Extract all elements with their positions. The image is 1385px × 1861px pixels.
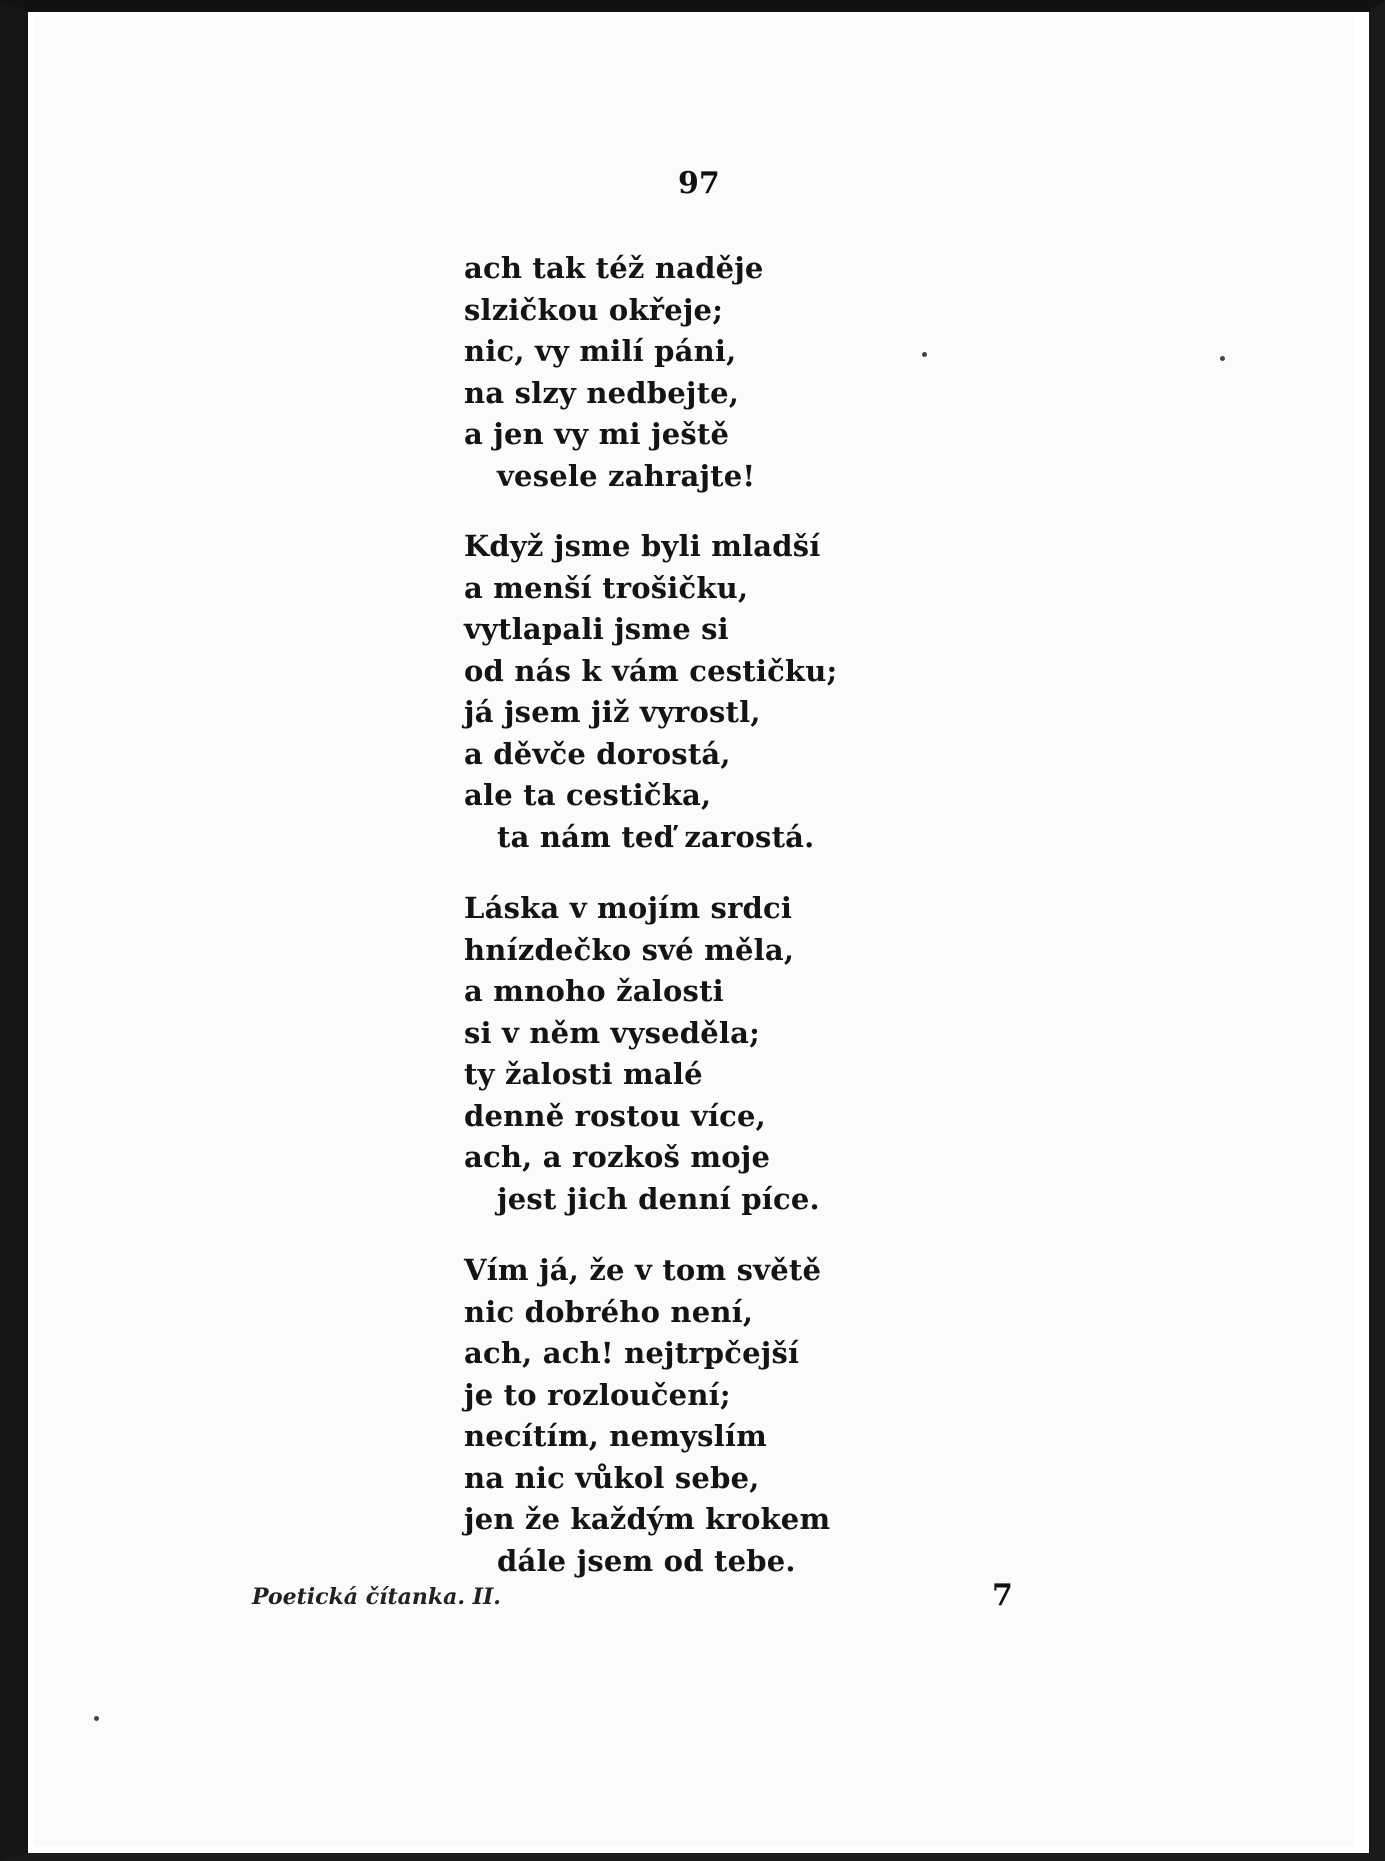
dust-speck: [922, 352, 927, 357]
poem-line: jest jich denní píce.: [497, 1181, 820, 1216]
stanza: [464, 248, 884, 497]
poem-line: od nás k vám cestičku;: [464, 653, 838, 688]
signature-mark: 7: [992, 1578, 1013, 1613]
book-title-footer: Poetická čítanka. II.: [252, 1584, 501, 1610]
poem-line: Vím já, že v tom světě: [464, 1253, 822, 1287]
poem-line: ty žalosti malé: [464, 1057, 703, 1091]
poem-line: dále jsem od tebe.: [497, 1543, 796, 1578]
poem-line: ach, a rozkoš moje: [464, 1140, 771, 1174]
poem-line: já jsem již vyrostl,: [464, 695, 761, 729]
poem-line: vytlapali jsme si: [464, 612, 729, 646]
poem-line: ach, ach! nejtrpčejší: [464, 1336, 800, 1370]
dust-speck: [1220, 356, 1225, 361]
poem-line: Když jsme byli mladší: [464, 529, 821, 563]
poem-line: a mnoho žalosti: [464, 974, 724, 1008]
poem-line: hnízdečko své měla,: [464, 932, 795, 967]
poem-line: vesele zahrajte!: [497, 458, 756, 493]
poem-line: ach tak též naděje: [464, 251, 764, 285]
dust-speck: [94, 1716, 99, 1721]
poem-line: na nic vůkol sebe,: [464, 1460, 760, 1495]
poem-line: ale ta cestička,: [464, 778, 712, 812]
poem: [464, 248, 884, 1611]
poem-line: si v něm vyseděla;: [464, 1015, 761, 1050]
poem-line: denně rostou více,: [464, 1098, 766, 1133]
poem-line: na slzy nedbejte,: [464, 375, 740, 410]
poem-line: nic dobrého není,: [464, 1294, 754, 1329]
stanza: [464, 526, 884, 858]
stanza: [464, 888, 884, 1220]
poem-line: Láska v mojím srdci: [464, 891, 793, 925]
poem-line: jen že každým krokem: [464, 1502, 831, 1536]
poem-line: nic, vy milí páni,: [464, 334, 737, 368]
poem-line: ta nám teď zarostá.: [497, 819, 815, 854]
poem-line: slzičkou okřeje;: [464, 292, 724, 327]
poem-line: a jen vy mi ještě: [464, 417, 730, 451]
page-number: 97: [678, 166, 720, 201]
poem-line: je to rozloučení;: [464, 1377, 731, 1412]
stanza: [464, 1250, 884, 1582]
book-page: [34, 16, 1354, 1846]
poem-line: a děvče dorostá,: [464, 736, 731, 771]
poem-line: a menší trošičku,: [464, 570, 749, 605]
poem-line: necítím, nemyslím: [464, 1419, 768, 1453]
